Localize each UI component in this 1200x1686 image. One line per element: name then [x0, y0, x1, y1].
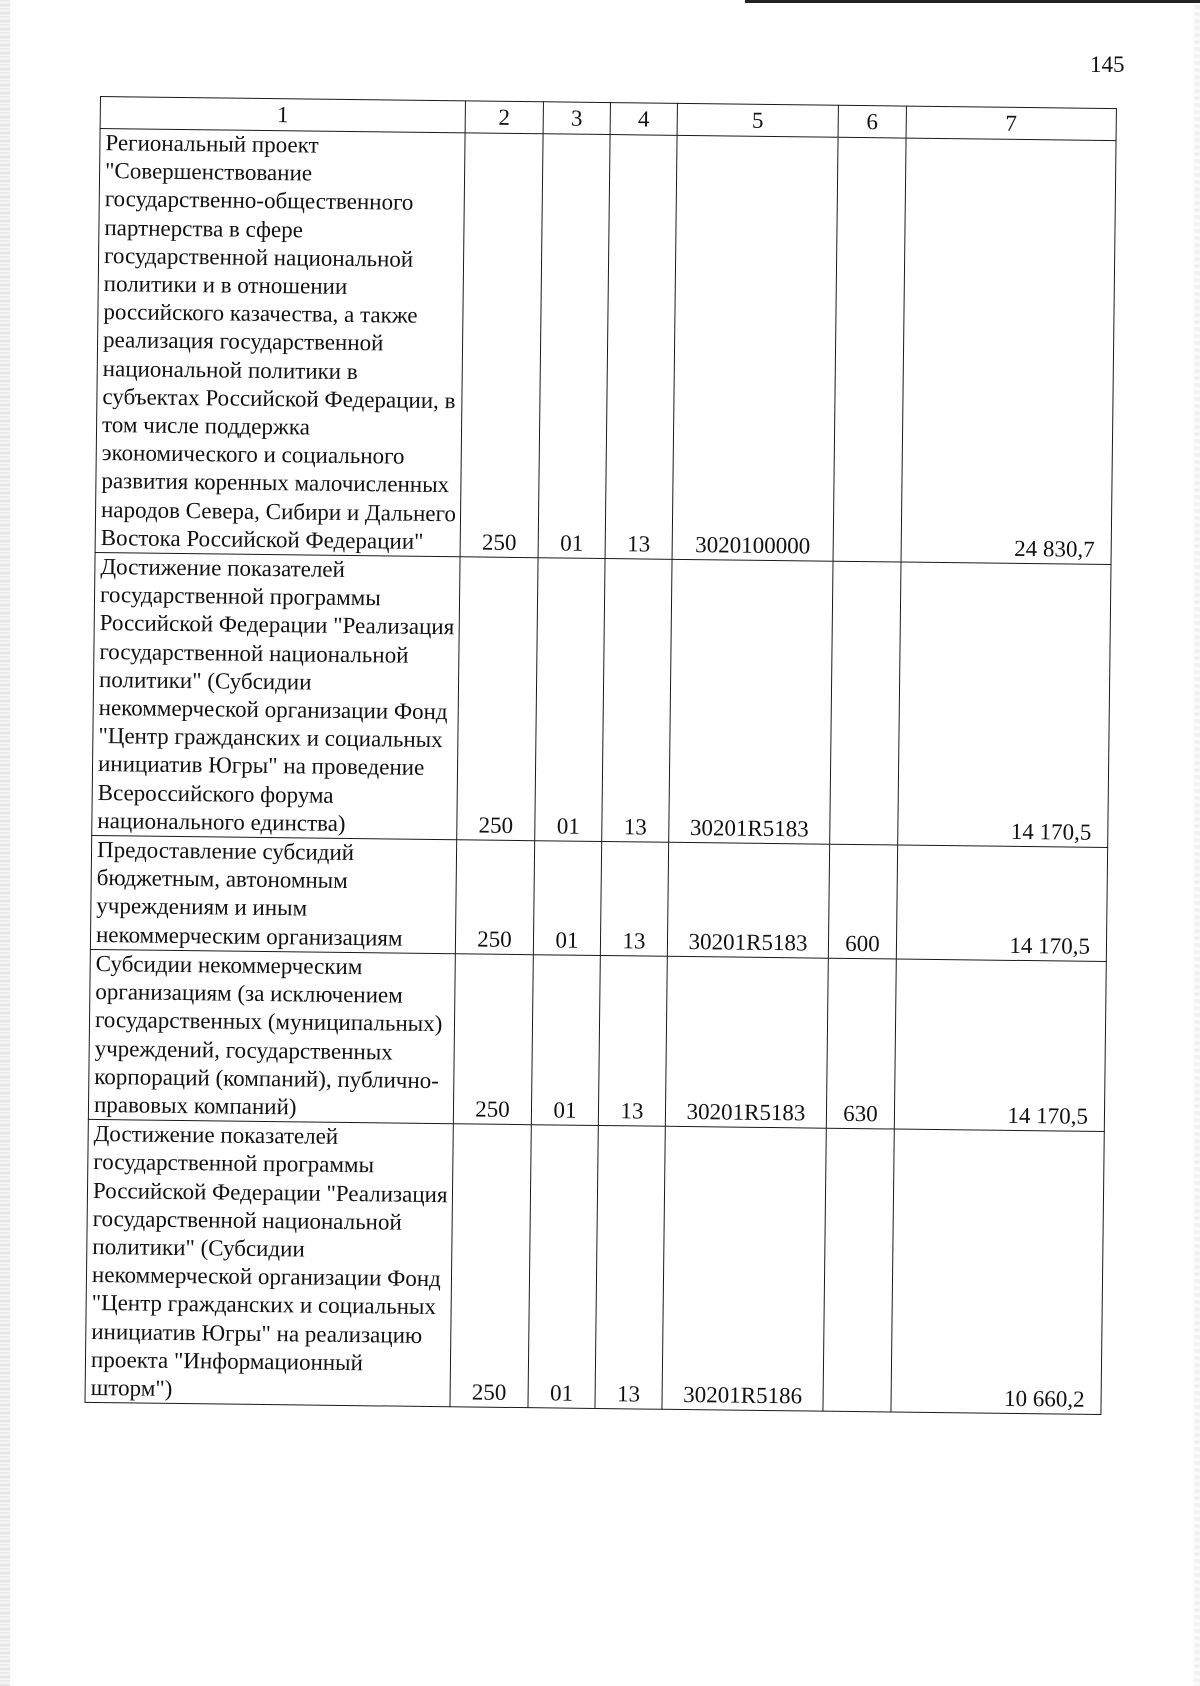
row-name: Достижение показателей государственной программы Российской Федерации "Реализация государственной национальной политики" (Субсидии некоммерческой организации Фонд "Центр гражданских и социальных инициатив Югры" на реализацию проекта "Информационный шторм") [85, 1120, 453, 1407]
row-c7: 14 170,5 [898, 562, 1111, 848]
row-c2: 250 [460, 133, 543, 558]
table-row [92, 553, 1111, 848]
row-c6: 600 [828, 844, 897, 959]
row-c5: 30201R5186 [662, 1126, 826, 1411]
scan-top-bar [745, 0, 1200, 3]
row-c5: 3020100000 [672, 135, 838, 561]
row-c5: 30201R5183 [667, 842, 829, 958]
row-c3: 01 [535, 558, 605, 842]
row-c7: 14 170,5 [896, 845, 1107, 961]
row-c2: 250 [457, 557, 538, 841]
page-number: 145 [1090, 52, 1125, 77]
row-c5: 30201R5183 [665, 956, 828, 1128]
col-header-7: 7 [906, 106, 1116, 140]
row-c7: 24 830,7 [901, 138, 1116, 565]
row-c5: 30201R5183 [669, 559, 833, 844]
row-name: Субсидии некоммерческим организациям (за исключением государственных (муниципальных) учреждений, государственных корпораций (компаний), публично-правовых компаний) [88, 949, 455, 1124]
row-c7: 14 170,5 [894, 959, 1106, 1132]
row-c6 [830, 561, 901, 845]
col-header-2: 2 [465, 101, 543, 134]
table-row [85, 1120, 1104, 1415]
row-name: Региональный проект "Совершенствование государственно-общественного партнерства в сфере государственной национальной политики и в отношении российского казачества, а также реализация государственной национальной политики в субъектах Российской Федерации, в том числе поддержка экономического и социального развития коренных малочисленных народов Севера, Сибири и Дальнего Востока Российской Федерации" [95, 129, 465, 557]
col-header-3: 3 [543, 102, 610, 135]
row-c7: 10 660,2 [891, 1129, 1104, 1415]
row-c6 [833, 137, 906, 562]
col-header-1: 1 [100, 97, 465, 133]
row-c2: 250 [450, 1124, 531, 1408]
table-row [88, 949, 1106, 1131]
row-c3: 01 [533, 841, 601, 956]
row-c4: 13 [600, 842, 668, 957]
col-header-5: 5 [677, 103, 838, 137]
row-c3: 01 [528, 1125, 598, 1409]
table-row [95, 129, 1116, 565]
col-header-6: 6 [838, 105, 906, 138]
row-c6 [823, 1128, 894, 1412]
row-c6: 630 [826, 958, 896, 1129]
row-c4: 13 [605, 135, 677, 560]
row-c4: 13 [602, 559, 672, 843]
budget-table [84, 96, 1116, 1415]
row-c3: 01 [538, 134, 610, 559]
row-name: Достижение показателей государственной программы Российской Федерации "Реализация государственной национальной политики" (Субсидии некоммерческой организации Фонд "Центр гражданских и социальных инициатив Югры" на проведение Всероссийского форума национального единства) [92, 553, 460, 840]
scan-edge-left [0, 0, 10, 1686]
scan-edge-right [1194, 0, 1200, 1686]
row-c4: 13 [598, 955, 667, 1126]
col-header-4: 4 [610, 103, 677, 136]
row-c4: 13 [595, 1126, 665, 1410]
table-row [90, 836, 1107, 962]
row-name: Предоставление субсидий бюджетным, автономным учреждениям и иным некоммерческим организациям [90, 836, 456, 954]
row-c2: 250 [455, 840, 534, 955]
row-c2: 250 [453, 954, 533, 1125]
row-c3: 01 [531, 955, 600, 1126]
